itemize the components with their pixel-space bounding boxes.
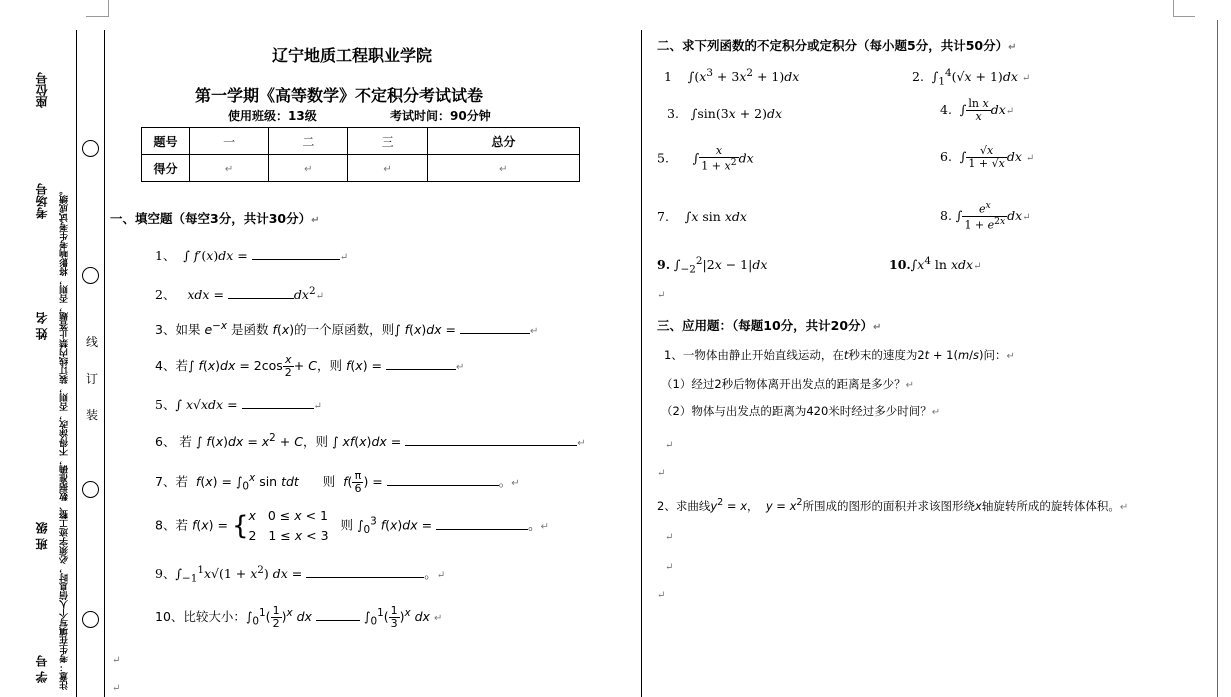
answer-blank[interactable] xyxy=(460,322,530,334)
score-table-score-row xyxy=(142,155,580,182)
answer-blank[interactable] xyxy=(387,474,499,486)
score-table-input-cell[interactable]: ↵ xyxy=(348,155,427,182)
answer-blank[interactable] xyxy=(386,358,456,370)
application-problem-1b: （2）物体与出发点的距离为420米时经过多少时间？↵ xyxy=(661,404,941,418)
integral-problem-4: 4. ∫ $\frac{\text{ln x}}{x}$ dx↵ xyxy=(940,97,1015,124)
corner-mark-top-right xyxy=(1173,0,1195,17)
score-table xyxy=(141,127,580,182)
answer-blank[interactable] xyxy=(242,397,314,409)
section3-title: 三、应用题：（每题10分，共计20分）↵ xyxy=(657,318,882,333)
application-problem-2: 2、求曲线$y^2 = x$， $y = x^2$所围成的图形的面积并求该图形绕x轴旋转所成的旋转体体积。↵ xyxy=(657,497,1129,513)
fill-question-7: 7、若 $f(x) = \int_0^x$ sin tdt 则 f( $\frac{\pi}{6}$ ) = 。↵ xyxy=(155,469,520,496)
right-page-edge xyxy=(1217,20,1218,697)
exam-room-label: 考场号 xyxy=(35,183,49,219)
answer-blank[interactable] xyxy=(228,287,294,299)
score-table-input-cell[interactable]: ↵ xyxy=(269,155,348,182)
paragraph-mark: ↵ xyxy=(665,440,674,451)
score-table-cell: 得分 xyxy=(142,155,190,182)
answer-blank[interactable] xyxy=(252,248,340,260)
answer-blank[interactable] xyxy=(405,434,577,446)
fill-question-3: 3、如果 $e^{-x}$ 是函数 f(x)的一个原函数，则∫ f(x)dx = ↵ xyxy=(155,320,539,338)
score-table-cell: 三 xyxy=(348,128,427,155)
paragraph-mark: ↵ xyxy=(657,468,666,479)
exam-title: 第一学期《高等数学》不定积分考试试卷 xyxy=(195,86,484,105)
integral-problem-9: 9. $\int_{-2}^2|2x - 1|dx$ xyxy=(657,255,768,276)
class-info: 使用班级：13级 xyxy=(228,109,317,123)
score-table-cell: 题号 xyxy=(142,128,190,155)
section1-title: 一、填空题（每空3分，共计30分）↵ xyxy=(110,211,320,226)
notice-text: 注意：考生在填写个人信息时，必须字迹工整、数据准确，不得涂改，否则，装订线内禁止答题，否则，将影响考生考试成绩。 xyxy=(60,186,70,690)
fill-question-2: 2、 xdx = $dx^2↵$ xyxy=(155,285,324,303)
answer-blank[interactable] xyxy=(316,609,360,621)
application-problem-1: 1、一物体由静止开始直线运动，在t秒末的速度为2t + 1(m/s)问：↵ xyxy=(664,348,1015,362)
paragraph-mark: ↵ xyxy=(112,683,121,694)
paragraph-mark: ↵ xyxy=(112,655,121,666)
score-table-input-cell[interactable]: ↵ xyxy=(190,155,269,182)
binding-char-2: 订 xyxy=(86,372,99,386)
score-table-header-row xyxy=(142,128,580,155)
binding-hole-3 xyxy=(82,481,99,498)
integral-problem-8: 8. ∫ $\frac{e^x}{1 + e^{2x}}$ dx↵ xyxy=(940,200,1031,232)
integral-problem-5: 5. ∫ $\frac{x}{1 + x^2}$ dx xyxy=(657,144,754,173)
seat-number-label: 座位号 xyxy=(35,72,49,108)
integral-problem-1: 1 $\int(x^3 + 3x^2 + 1)dx$ xyxy=(664,67,800,85)
integral-problem-6: 6. ∫ $\frac{√x}{1 + √x}$ dx ↵ xyxy=(940,144,1035,171)
binding-char-3: 线 xyxy=(86,335,99,349)
fill-question-6: 6、 若 ∫ $f(x)dx = x^2 + C$，则 ∫ xf(x)dx = ↵ xyxy=(155,432,586,450)
integral-problem-10: $10.\int x^4$ ln xdx↵ xyxy=(889,255,982,273)
section2-title: 二、求下列函数的不定积分或定积分（每小题5分，共计50分）↵ xyxy=(657,38,1017,53)
time-info: 考试时间：90分钟 xyxy=(390,109,491,123)
fill-question-8: 8、若 f(x) = { x 0 ≤ x < 1 2 1 ≤ x < 3 则 $\int_0^3$ f(x)dx = 。↵ xyxy=(155,508,549,543)
application-problem-1a: （1）经过2秒后物体离开出发点的距离是多少？↵ xyxy=(661,377,915,391)
paragraph-mark: ↵ xyxy=(657,590,666,601)
answer-blank[interactable] xyxy=(306,566,424,578)
paragraph-mark: ↵ xyxy=(657,290,666,301)
integral-problem-3: 3. ∫sin(3x + 2)dx xyxy=(667,106,783,121)
integral-problem-7: 7. ∫x sin xdx xyxy=(657,209,747,224)
corner-mark-top-left xyxy=(86,0,109,17)
binding-hole-4 xyxy=(82,611,99,628)
binding-hole-2 xyxy=(82,267,99,284)
score-table-cell: 一 xyxy=(190,128,269,155)
fill-question-1: 1、 ∫ f′(x)dx = ↵ xyxy=(155,248,349,263)
page-column-divider xyxy=(641,30,642,697)
class-label: 班 级 xyxy=(35,522,49,551)
fill-question-9: 9、$\int_{-1}^1x√(1 + x^2)$ dx = 。↵ xyxy=(155,564,446,585)
score-table-cell: 总分 xyxy=(427,128,579,155)
binding-line-outer xyxy=(76,30,77,697)
binding-char-1: 装 xyxy=(86,408,99,422)
fill-question-5: 5、∫ x√xdx = ↵ xyxy=(155,397,322,412)
school-name: 辽宁地质工程职业学院 xyxy=(272,46,433,65)
name-label: 姓 名 xyxy=(35,312,49,341)
paragraph-mark: ↵ xyxy=(665,532,674,543)
answer-blank[interactable] xyxy=(436,518,528,530)
paragraph-mark: ↵ xyxy=(665,562,674,573)
integral-problem-2: 2. $\int_1^4(√x + 1)dx$ ↵ xyxy=(912,67,1031,88)
fill-question-10: 10、比较大小：$\int_0^1$( $\frac{1}{2}$ )$^x$ dx $\int_0^1$( $\frac{1}{3}$ )$^x$ dx ↵ xyxy=(155,604,443,631)
binding-hole-1 xyxy=(82,140,99,157)
binding-line-inner xyxy=(104,30,105,697)
fill-question-4: 4、若∫ f(x)dx = 2cos $\frac{x}{2}$ + C，则 f(x) = ↵ xyxy=(155,353,465,380)
score-table-cell: 二 xyxy=(269,128,348,155)
student-number-label: 学 号 xyxy=(35,655,49,684)
score-table-input-cell[interactable]: ↵ xyxy=(427,155,579,182)
